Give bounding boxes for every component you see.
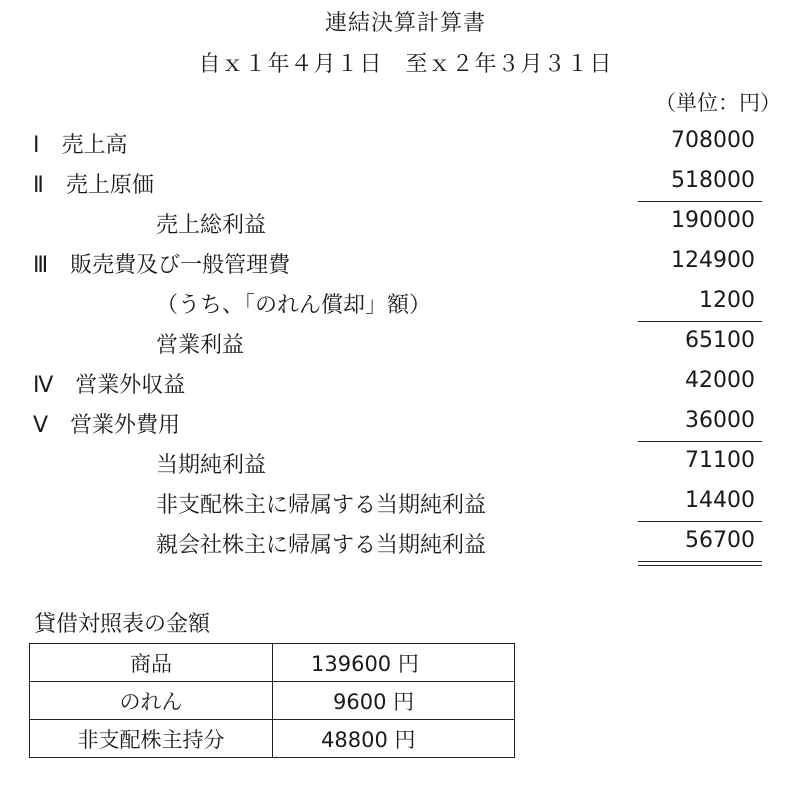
row-non-operating-expenses — [0, 402, 811, 442]
row-label: Ⅰ 売上高 — [33, 133, 128, 158]
statement-period: 自ｘ１年４月１日 至ｘ２年３月３１日 — [198, 52, 613, 77]
row-goodwill-amortization — [0, 282, 811, 322]
balance-sheet-table — [29, 643, 515, 758]
row-label: 売上総利益 — [156, 213, 267, 238]
row-value: 36000 — [685, 408, 755, 433]
row-label: Ⅳ 営業外収益 — [33, 373, 186, 398]
row-value: 124900 — [671, 248, 755, 273]
row-value: 518000 — [671, 168, 755, 193]
row-sales — [0, 122, 811, 162]
row-label: （うち、「のれん償却」額） — [156, 293, 432, 318]
item-name: のれん — [30, 682, 273, 720]
row-value: 65100 — [685, 328, 755, 353]
table-row — [30, 644, 515, 682]
table-row — [30, 682, 515, 720]
item-name: 商品 — [30, 644, 273, 682]
row-value: 190000 — [671, 208, 755, 233]
row-value: 14400 — [685, 488, 755, 513]
row-value: 56700 — [685, 528, 755, 553]
item-name: 非支配株主持分 — [30, 720, 273, 758]
row-label: 非支配株主に帰属する当期純利益 — [156, 493, 487, 518]
row-operating-profit — [0, 322, 811, 362]
row-non-operating-income — [0, 362, 811, 402]
total-double-rule — [638, 561, 762, 566]
item-amount: 139600 円 — [273, 644, 515, 682]
row-label: Ⅲ 販売費及び一般管理費 — [33, 253, 291, 278]
row-gross-profit — [0, 202, 811, 242]
row-label: 当期純利益 — [156, 453, 267, 478]
row-label: 親会社株主に帰属する当期純利益 — [156, 533, 487, 558]
unit-label: （単位：円） — [655, 91, 781, 115]
item-amount: 9600 円 — [273, 682, 515, 720]
row-cost-of-sales — [0, 162, 811, 202]
row-value: 708000 — [671, 128, 755, 153]
row-value: 71100 — [685, 448, 755, 473]
balance-sheet-title: 貸借対照表の金額 — [34, 612, 211, 637]
row-net-income — [0, 442, 811, 482]
row-nci-net-income — [0, 482, 811, 522]
row-value: 42000 — [685, 368, 755, 393]
statement-title: 連結決算計算書 — [324, 11, 486, 36]
item-amount: 48800 円 — [273, 720, 515, 758]
row-label: Ⅴ 営業外費用 — [33, 413, 181, 438]
table-row — [30, 720, 515, 758]
row-parent-net-income — [0, 522, 811, 562]
row-value: 1200 — [699, 288, 755, 313]
row-sga-expenses — [0, 242, 811, 282]
row-label: 営業利益 — [156, 333, 245, 358]
row-label: Ⅱ 売上原価 — [33, 173, 154, 198]
